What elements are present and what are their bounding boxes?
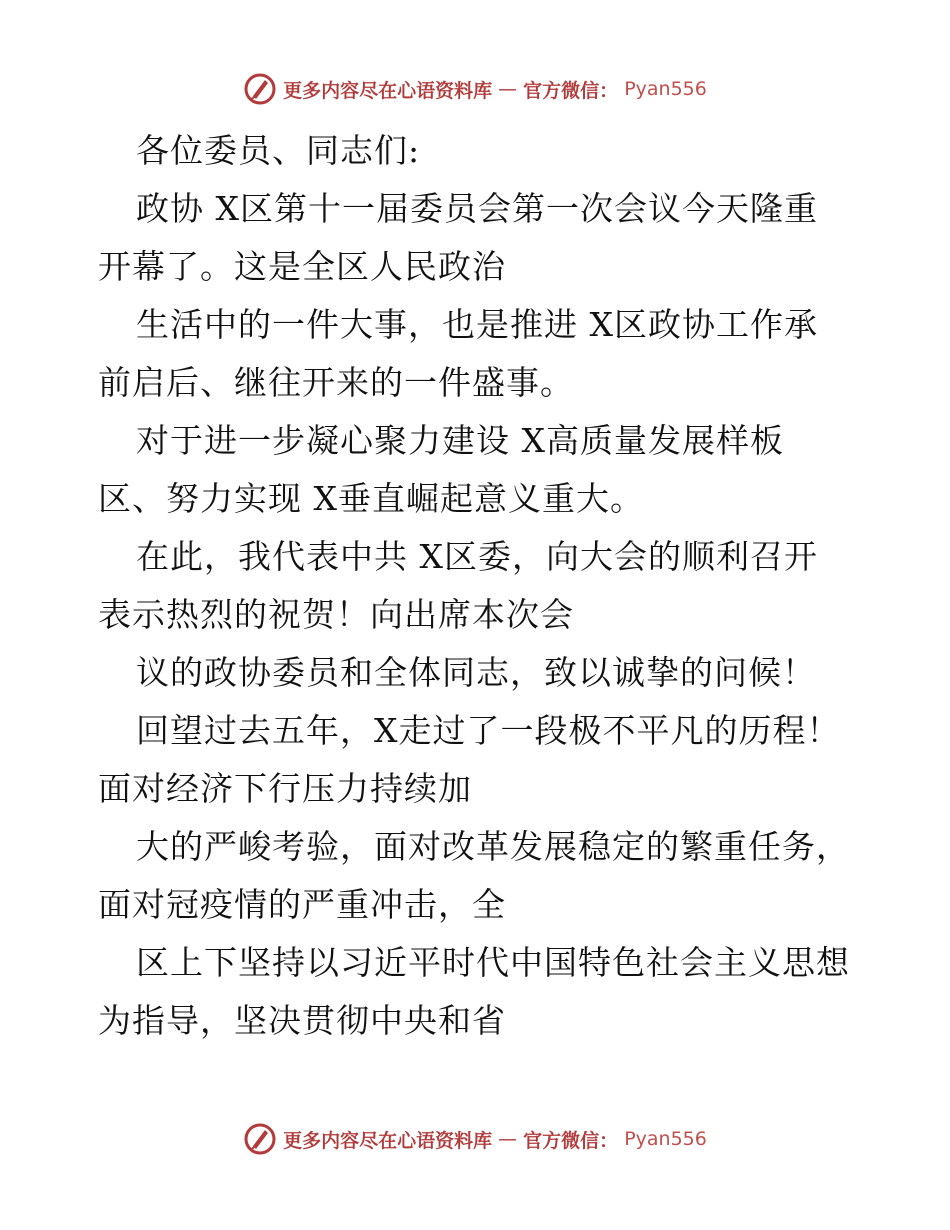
watermark-main-text: 更多内容尽在心语资料库 [283,1129,493,1152]
paragraph-line: 面对经济下行压力持续加 [98,769,472,808]
paragraph-line: 大的严峻考验，面对改革发展稳定的繁重任务， [136,827,850,866]
paragraph-line: 政协 X区第十一届委员会第一次会议今天隆重 [136,189,818,228]
paragraph-line: 前启后、继往开来的一件盛事。 [98,363,574,402]
paragraph-line: 各位委员、同志们: [136,131,421,170]
watermark-wechat-id: Pyan556 [624,78,707,100]
paragraph-line: 区、努力实现 X垂直崛起意义重大。 [98,479,644,518]
paragraph-line: 生活中的一件大事，也是推进 X区政协工作承 [136,305,818,344]
quill-logo-icon [243,72,277,106]
paragraph-line: 在此，我代表中共 X区委，向大会的顺利召开 [136,537,818,576]
watermark-main-text: 更多内容尽在心语资料库 [283,79,493,102]
paragraph-line: 议的政协委员和全体同志，致以诚挚的问候！ [136,653,816,692]
paragraph-line: 表示热烈的祝贺！向出席本次会 [98,595,574,634]
watermark-wechat-label: 官方微信： [523,1129,619,1152]
paragraph-line: 区上下坚持以习近平时代中国特色社会主义思想 [136,943,850,982]
watermark-separator: — [498,78,518,100]
document-body [98,122,858,1050]
header-watermark [0,72,950,106]
watermark-separator: — [498,1128,518,1150]
watermark-wechat-id: Pyan556 [624,1128,707,1150]
paragraph-line: 开幕了。这是全区人民政治 [98,247,506,286]
paragraph-line: 回望过去五年，X走过了一段极不平凡的历程！ [136,711,841,750]
footer-watermark [0,1122,950,1156]
paragraph-line: 对于进一步凝心聚力建设 X高质量发展样板 [136,421,784,460]
watermark-wechat-label: 官方微信： [523,79,619,102]
paragraph-line: 为指导，坚决贯彻中央和省 [98,1001,506,1040]
paragraph-line: 面对冠疫情的严重冲击，全 [98,885,506,924]
quill-logo-icon [243,1122,277,1156]
